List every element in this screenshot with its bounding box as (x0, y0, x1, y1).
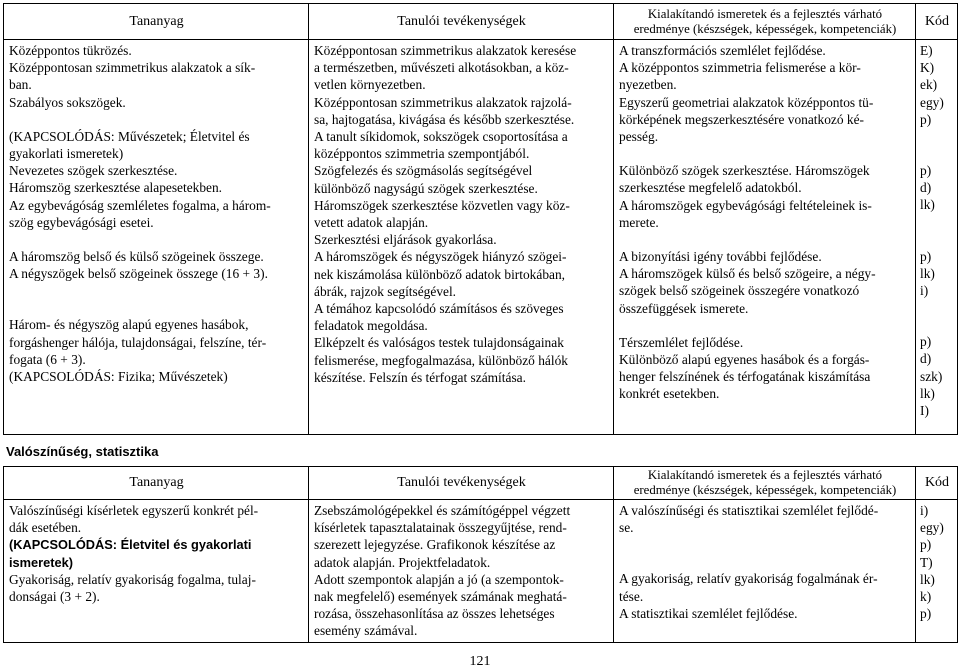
text-line: Elképzelt és valóságos testek tulajdonságainak (314, 335, 564, 351)
text-line: A témához kapcsolódó számításos és szöveges (314, 301, 564, 317)
spacer (9, 231, 304, 248)
text-line: Különböző alapú egyenes hasábok és a forgás- (619, 352, 870, 368)
text-line: (KAPCSOLÓDÁS: Életvitel és gyakorlati (9, 537, 252, 553)
text-line: vetlen környezetben. (314, 77, 426, 93)
section-title: Valószínűség, statisztika (6, 444, 159, 459)
curriculum-table-geometry-wrapper (3, 3, 957, 435)
cell-tanuloi-tevekenysegek (309, 40, 614, 435)
code-label: i) (920, 503, 929, 518)
header-tananyag: Tananyag (4, 467, 309, 500)
spacer (920, 299, 953, 316)
header-tananyag: Tananyag (4, 4, 309, 40)
header-line: Kialakítandó ismeretek és a fejlesztés várható (647, 468, 883, 482)
text-line: feladatok megoldása. (314, 318, 428, 334)
spacer (619, 231, 911, 248)
text-line: Három- és négyszög alapú egyenes hasábok, (9, 317, 249, 333)
text-line: Különböző szögek szerkesztése. Háromszögek (619, 163, 870, 179)
text-line: A bizonyítási igény további fejlődése. (619, 249, 822, 265)
table-row (4, 40, 958, 435)
text-line: forgáshenger hálója, tulajdonságai, felszíne, tér- (9, 334, 267, 350)
spacer (920, 214, 953, 231)
spacer (920, 231, 953, 248)
code-label: E) (920, 43, 933, 58)
text-line: körképének megszerkesztésére vonatkozó ké- (619, 111, 865, 127)
code-label: d) (920, 180, 932, 196)
text-line: Gyakoriság, relatív gyakoriság fogalma, tulaj- (9, 571, 256, 587)
text-line: Térszemlélet fejlődése. (619, 334, 744, 350)
text-line: konkrét esetekben. (619, 386, 720, 402)
text-line: sa, hajtogatása, kivágása és később szerkesztése. (314, 111, 575, 127)
text-line: henger felszínének és térfogatának kiszámítása (619, 369, 871, 385)
text-line: Háromszög szerkesztése alapesetekben. (9, 180, 223, 196)
text-line: Egyszerű geometriai alakzatok középpontos tü- (619, 94, 874, 110)
code-label: i) (920, 283, 929, 299)
cell-kialakitando-ismeretek (614, 40, 916, 435)
code-label: k) (920, 589, 932, 605)
text-line: A négyszögek belső szögeinek összege (16 + 3). (9, 266, 268, 282)
spacer (9, 282, 304, 316)
text-line: merete. (619, 214, 659, 230)
text-line: A statisztikai szemlélet fejlődése. (619, 605, 798, 621)
table-row (4, 500, 958, 643)
spacer (619, 536, 911, 570)
text-line: A háromszög belső és külső szögeinek összege. (9, 249, 264, 265)
spacer (619, 145, 911, 162)
text-line: se. (619, 520, 634, 536)
code-label: lk) (920, 265, 935, 281)
text-line: nek kiszámolása különböző adatok birtokában, (314, 266, 566, 282)
text-line: ismeretek) (9, 554, 74, 570)
text-line: adatok alapján. Projektfeladatok. (314, 554, 491, 570)
cell-kialakitando-ismeretek (614, 500, 916, 643)
code-label: p) (920, 163, 932, 179)
cell-kod (916, 40, 958, 435)
code-label: d) (920, 351, 932, 367)
code-label: lk) (920, 197, 935, 213)
cell-kod (916, 500, 958, 643)
cell-tanuloi-tevekenysegek (309, 500, 614, 643)
header-tanuloi-tevekenysegek: Tanulói tevékenységek (309, 467, 614, 500)
header-line: eredménye (készségek, képességek, kompetenciák) (633, 21, 897, 36)
code-label: p) (920, 334, 932, 350)
code-label: lk) (920, 385, 935, 401)
text-line: szög egybevágósági esetei. (9, 214, 154, 230)
text-line: A középpontos szimmetria felismerése a kör- (619, 60, 861, 76)
header-line: eredménye (készségek, képességek, kompetenciák) (633, 483, 897, 497)
spacer (920, 316, 953, 333)
code-label: lk) (920, 571, 935, 587)
code-label: T) (920, 554, 933, 570)
text-line: A gyakoriság, relatív gyakoriság fogalmának ér- (619, 571, 878, 587)
text-line: szerkesztése megfelelő adatokból. (619, 180, 802, 196)
text-line: különböző nagyságú szögek szerkesztése. (314, 180, 538, 196)
cell-tananyag (4, 40, 309, 435)
text-line: ban. (9, 77, 32, 93)
text-line: Zsebszámológépekkel és számítógéppel végzett (314, 503, 571, 518)
cell-tananyag (4, 500, 309, 643)
text-line: Az egybevágóság szemléletes fogalma, a három- (9, 197, 271, 213)
code-label: p) (920, 537, 932, 553)
text-line: A tanult síkidomok, sokszögek csoportosítása a (314, 129, 568, 145)
header-tanuloi-tevekenysegek: Tanulói tevékenységek (309, 4, 614, 40)
text-line: Középpontosan szimmetrikus alakzatok rajzolá- (314, 94, 572, 110)
text-line: felismerése, megfogalmazása, különböző hálók (314, 352, 568, 368)
code-label: I) (920, 403, 929, 419)
text-line: (KAPCSOLÓDÁS: Fizika; Művészetek) (9, 369, 228, 385)
curriculum-table-probability (3, 466, 958, 643)
text-line: készítése. Felszín és térfogat számítása. (314, 369, 526, 385)
page-number: 121 (469, 654, 491, 669)
text-line: nak megfelelő) események számának meghatá- (314, 589, 567, 605)
text-line: A valószínűségi és statisztikai szemlélet fejlődé- (619, 503, 879, 518)
text-line: Középpontosan szimmetrikus alakzatok a sík- (9, 60, 256, 76)
text-line: tése. (619, 588, 644, 604)
text-line: A háromszögek és négyszögek hiányzó szögei- (314, 249, 567, 265)
table-header-row (4, 467, 958, 500)
code-label: p) (920, 248, 932, 264)
code-label: p) (920, 111, 932, 127)
spacer (619, 317, 911, 334)
text-line: rozása, összehasonlítása az összes lehetséges (314, 606, 555, 622)
curriculum-table-geometry (3, 3, 958, 435)
text-line: szerezett lejegyzése. Grafikonok készítése az (314, 537, 556, 553)
curriculum-table-probability-wrapper (3, 466, 958, 643)
text-line: középpontos szimmetria szempontjából. (314, 146, 530, 162)
text-line: Középpontosan szimmetrikus alakzatok keresése (314, 43, 577, 58)
text-line: esemény számával. (314, 623, 418, 639)
spacer (920, 145, 953, 162)
text-line: Valószínűségi kísérletek egyszerű konkrét pél- (9, 503, 259, 518)
header-kialakitando-ismeretek (614, 4, 916, 40)
spacer (920, 128, 953, 145)
text-line: Nevezetes szögek szerkesztése. (9, 163, 178, 179)
text-line: Háromszögek szerkesztése közvetlen vagy köz- (314, 197, 570, 213)
text-line: Középpontos tükrözés. (9, 43, 132, 58)
table-header-row (4, 4, 958, 40)
text-line: vetett adatok alapján. (314, 215, 429, 231)
text-line: A háromszögek külső és belső szögeire, a négy- (619, 266, 876, 282)
text-line: A háromszögek egybevágósági feltételeinek is- (619, 197, 872, 213)
code-label: p) (920, 606, 932, 622)
code-label: egy) (920, 94, 944, 110)
text-line: ábrák, rajzok segítségével. (314, 283, 457, 299)
header-line: Kialakítandó ismeretek és a fejlesztés várható (647, 6, 883, 21)
text-line: gyakorlati ismeretek) (9, 146, 124, 162)
text-line: fogata (6 + 3). (9, 351, 86, 367)
spacer (9, 111, 304, 128)
text-line: A transzformációs szemlélet fejlődése. (619, 43, 826, 58)
text-line: kísérletek tapasztalatainak összegyűjtése, rend- (314, 520, 567, 536)
text-line: összefüggések ismerete. (619, 300, 749, 316)
header-kod: Kód (916, 4, 958, 40)
text-line: Szögfelezés és szögmásolás segítségével (314, 163, 533, 179)
text-line: Szerkesztési eljárások gyakorlása. (314, 232, 497, 248)
code-label: ek) (920, 77, 938, 93)
text-line: Adott szempontok alapján a jó (a szempontok- (314, 571, 564, 587)
text-line: szögek belső szögeinek összegére vonatkozó (619, 283, 860, 299)
header-kod: Kód (916, 467, 958, 500)
header-kialakitando-ismeretek (614, 467, 916, 500)
text-line: dák esetében. (9, 520, 82, 536)
text-line: a természetben, művészeti alkotásokban, a köz- (314, 60, 569, 76)
text-line: Szabályos sokszögek. (9, 94, 126, 110)
code-label: egy) (920, 520, 944, 536)
text-line: donságai (3 + 2). (9, 589, 100, 605)
code-label: szk) (920, 368, 943, 384)
text-line: (KAPCSOLÓDÁS: Művészetek; Életvitel és (9, 128, 250, 144)
text-line: nyezetben. (619, 77, 677, 93)
text-line: pesség. (619, 129, 659, 145)
code-label: K) (920, 60, 935, 76)
